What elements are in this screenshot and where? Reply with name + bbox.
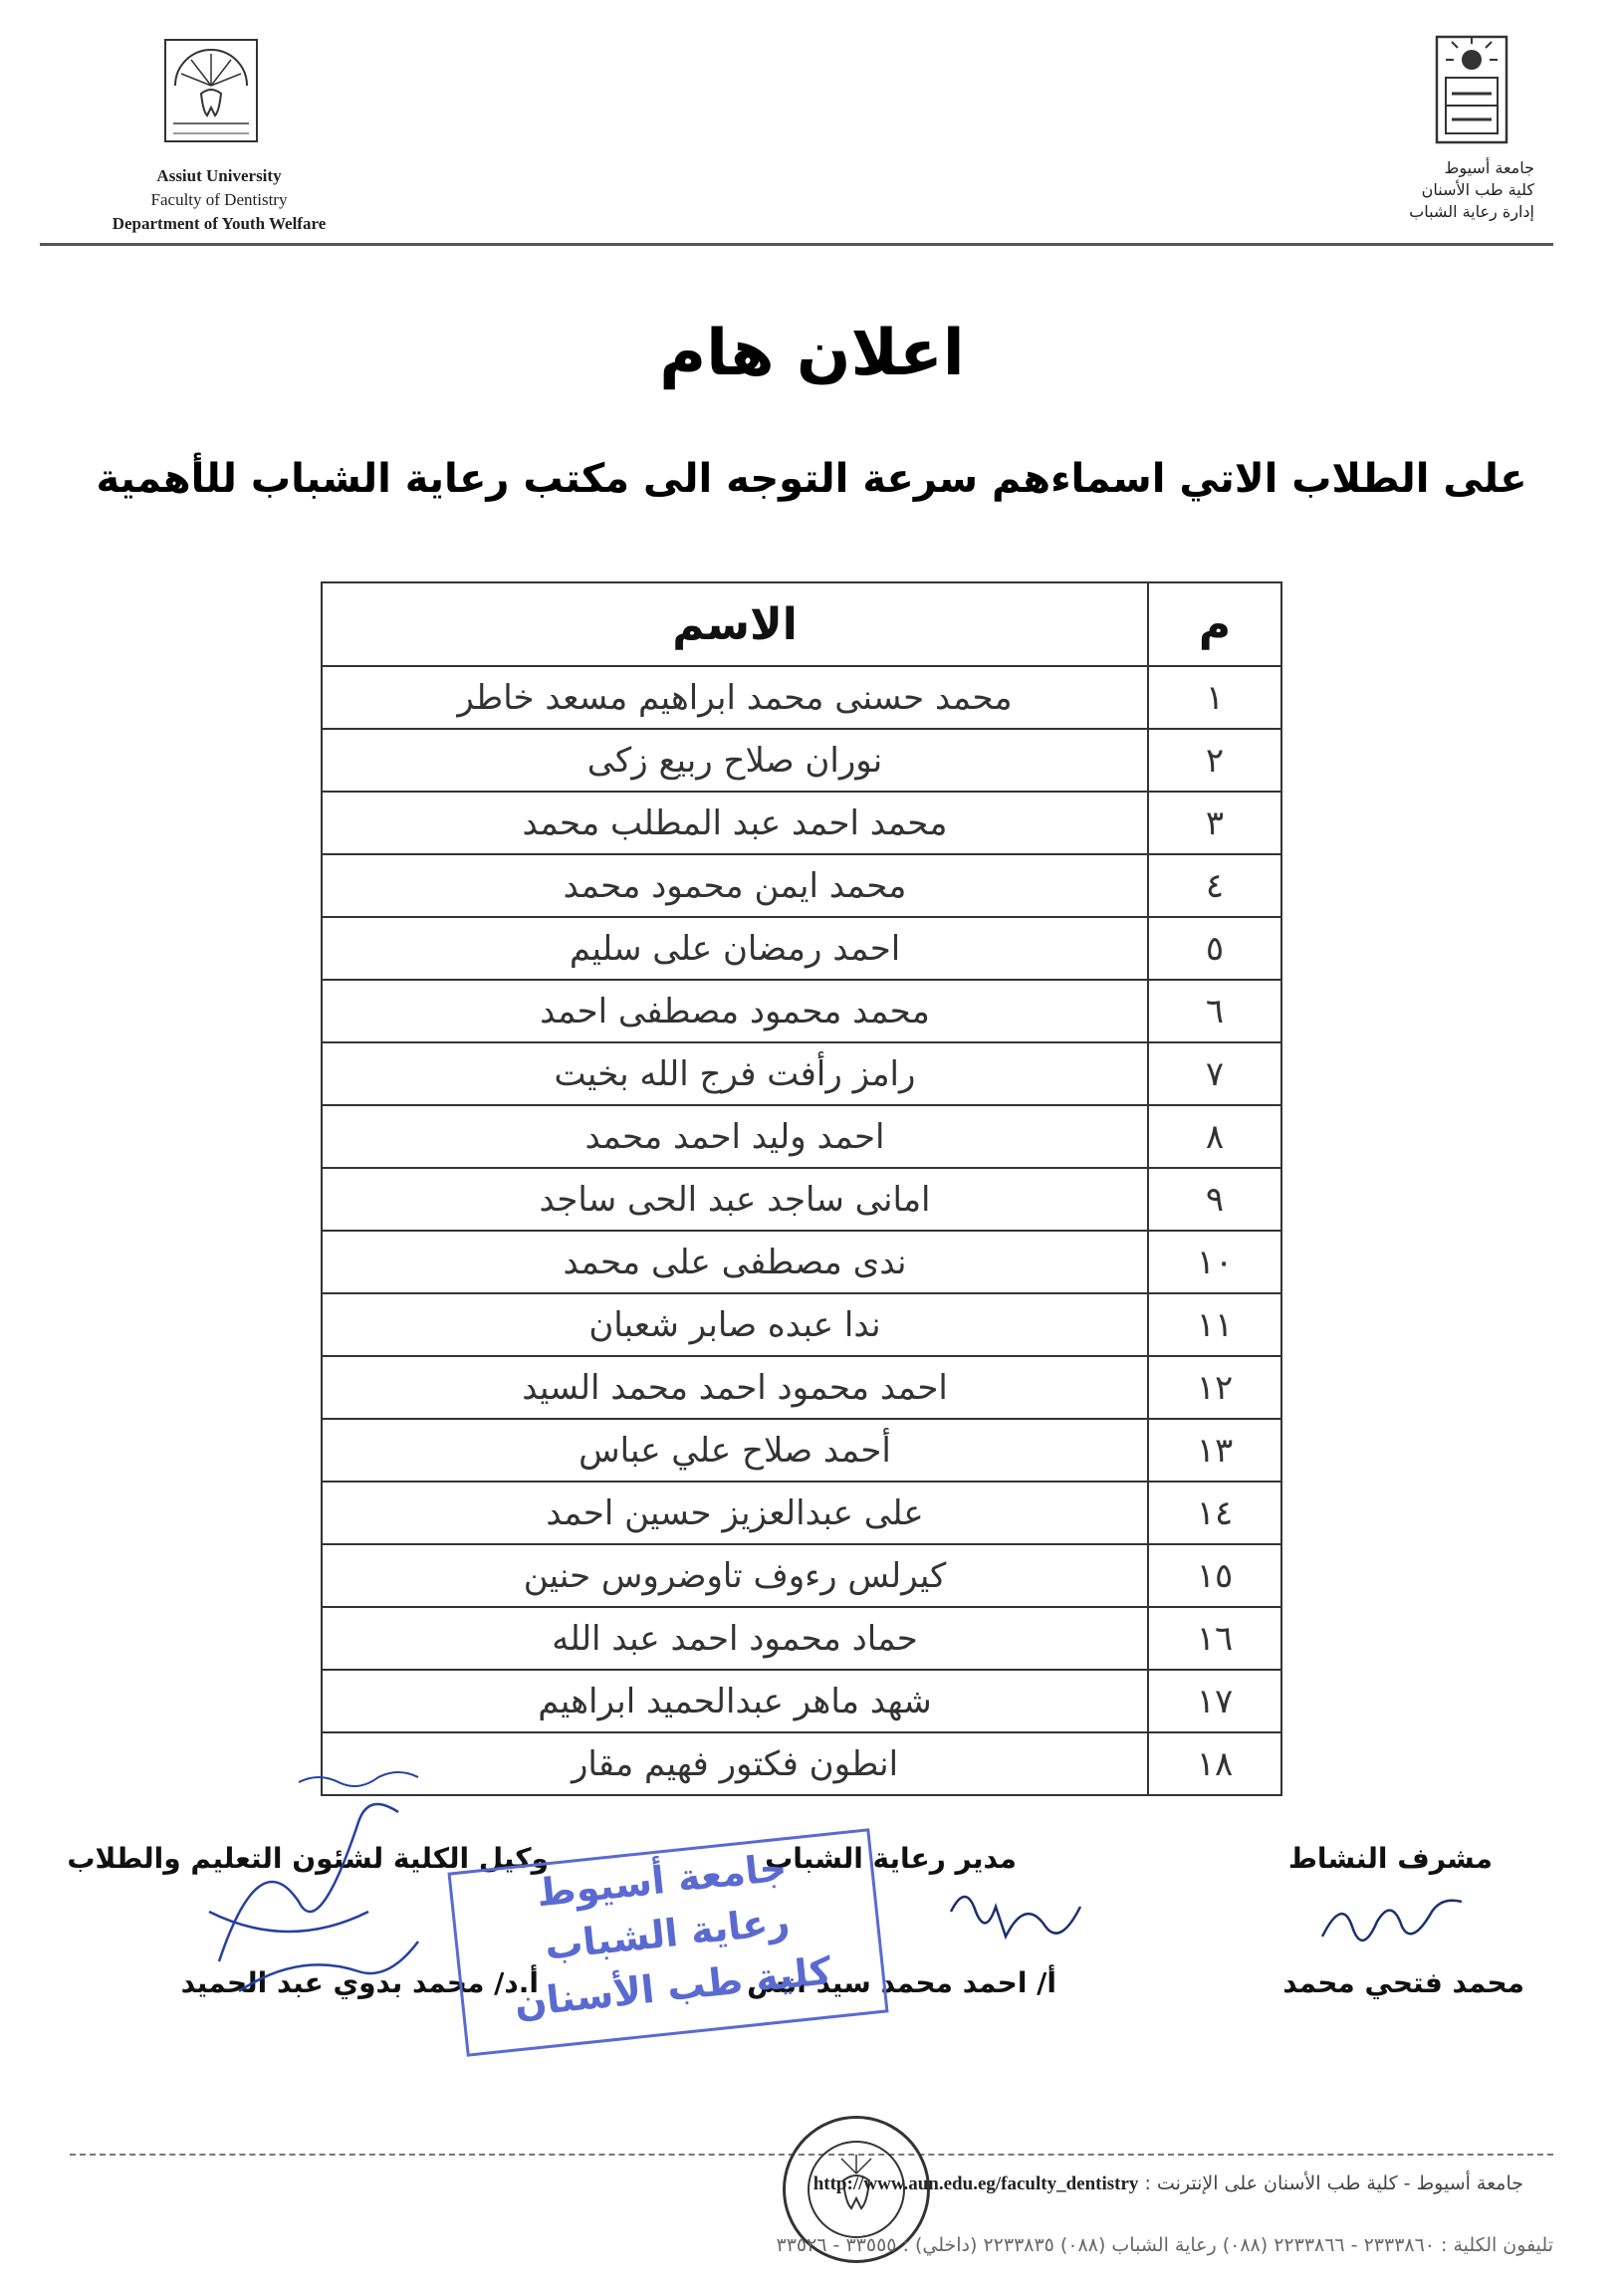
stamp-line-3: كلية طب الأسنان (512, 1948, 833, 2026)
vice-dean-name: أ.د/ محمد بدوي عبد الحميد (180, 1966, 539, 1999)
student-name: محمد احمد عبد المطلب محمد (322, 792, 1148, 854)
student-name: ندى مصطفى على محمد (322, 1231, 1148, 1293)
row-number: ٧ (1148, 1042, 1281, 1105)
table-row (322, 854, 1281, 917)
student-name: رامز رأفت فرج الله بخيت (322, 1042, 1148, 1105)
table-row (322, 1042, 1281, 1105)
row-number: ١٥ (1148, 1544, 1281, 1607)
header-arabic (1335, 157, 1534, 223)
row-number: ٩ (1148, 1168, 1281, 1231)
university-name-ar: جامعة أسيوط (1444, 158, 1534, 177)
row-number: ١٠ (1148, 1231, 1281, 1293)
table-row (322, 1231, 1281, 1293)
director-name: أ/ احمد محمد سيد انس (747, 1966, 1056, 1999)
vice-dean-signature (179, 1762, 438, 2021)
table-row (322, 917, 1281, 980)
row-number: ٥ (1148, 917, 1281, 980)
stamp-line-1: جامعة أسيوط (534, 1845, 790, 1916)
student-name: محمد محمود مصطفى احمد (322, 980, 1148, 1042)
student-name: حماد محمود احمد عبد الله (322, 1607, 1148, 1670)
row-number: ١٢ (1148, 1356, 1281, 1419)
column-header-name: الاسم (322, 582, 1148, 666)
row-number: ١٧ (1148, 1670, 1281, 1732)
table-row (322, 1419, 1281, 1482)
stamp-line-2: رعاية الشباب (543, 1899, 792, 1968)
assiut-university-logo (1434, 34, 1509, 145)
student-name: امانى ساجد عبد الحى ساجد (322, 1168, 1148, 1231)
student-name: احمد وليد احمد محمد (322, 1105, 1148, 1168)
student-name: كيرلس رءوف تاوضروس حنين (322, 1544, 1148, 1607)
table-row (322, 792, 1281, 854)
student-name: على عبدالعزيز حسين احمد (322, 1482, 1148, 1544)
header-divider (40, 243, 1553, 246)
row-number: ٦ (1148, 980, 1281, 1042)
table-row (322, 1607, 1281, 1670)
column-header-number: م (1148, 582, 1281, 666)
table-row (322, 1482, 1281, 1544)
students-table (321, 581, 1282, 1796)
table-row (322, 666, 1281, 729)
director-signature (946, 1872, 1085, 1951)
student-name: أحمد صلاح علي عباس (322, 1419, 1148, 1482)
table-row (322, 1732, 1281, 1795)
dentistry-faculty-logo (161, 36, 261, 145)
row-number: ١٦ (1148, 1607, 1281, 1670)
footer-phone-line: تليفون الكلية : ٢٣٣٣٨٦٠ - ٢٢٣٣٨٦٦ (٠٨٨) رعاية الشباب (٠٨٨) ٢٢٣٣٨٣٥ (داخلي) : ٣٣٥٥٥ - ٣٣٥٢٦ (776, 2234, 1553, 2256)
header-english (60, 164, 378, 236)
announcement-title: اعلان هام (659, 317, 965, 390)
faculty-name-en: Faculty of Dentistry (150, 190, 288, 209)
row-number: ١٨ (1148, 1732, 1281, 1795)
table-row (322, 1544, 1281, 1607)
table-row (322, 729, 1281, 792)
student-name: انطون فكتور فهيم مقار (322, 1732, 1148, 1795)
row-number: ١٤ (1148, 1482, 1281, 1544)
student-name: احمد رمضان على سليم (322, 917, 1148, 980)
table-row (322, 1293, 1281, 1356)
student-name: نوران صلاح ربيع زكى (322, 729, 1148, 792)
supervisor-signature (1312, 1887, 1472, 1956)
student-name: ندا عبده صابر شعبان (322, 1293, 1148, 1356)
vice-dean-title: وكيل الكلية لشئون التعليم والطلاب (67, 1842, 549, 1875)
table-row (322, 1356, 1281, 1419)
student-name: محمد حسنى محمد ابراهيم مسعد خاطر (322, 666, 1148, 729)
row-number: ٨ (1148, 1105, 1281, 1168)
table-row (322, 1168, 1281, 1231)
table-header-row (322, 582, 1281, 666)
row-number: ١ (1148, 666, 1281, 729)
department-name-en: Department of Youth Welfare (112, 214, 327, 233)
row-number: ٤ (1148, 854, 1281, 917)
footer-address-line (149, 2173, 1523, 2195)
row-number: ٣ (1148, 792, 1281, 854)
department-name-ar: إدارة رعاية الشباب (1409, 202, 1534, 221)
row-number: ١٣ (1148, 1419, 1281, 1482)
supervisor-name: محمد فتحي محمد (1282, 1966, 1524, 1999)
table-row (322, 1105, 1281, 1168)
university-name-en: Assiut University (156, 166, 282, 185)
row-number: ١١ (1148, 1293, 1281, 1356)
table-row (322, 1670, 1281, 1732)
supervisor-title: مشرف النشاط (1287, 1842, 1493, 1875)
footer-faculty-text: جامعة أسيوط - كلية طب الأسنان على الإنترنت : (1144, 2173, 1523, 2194)
student-name: شهد ماهر عبدالحميد ابراهيم (322, 1670, 1148, 1732)
announcement-subtitle: على الطلاب الاتي اسماءهم سرعة التوجه الى مكتب رعاية الشباب للأهمية (96, 456, 1527, 502)
student-name: احمد محمود احمد محمد السيد (322, 1356, 1148, 1419)
row-number: ٢ (1148, 729, 1281, 792)
student-name: محمد ايمن محمود محمد (322, 854, 1148, 917)
table-row (322, 980, 1281, 1042)
footer-url[interactable]: http://www.aun.edu.eg/faculty_dentistry (812, 2173, 1139, 2194)
faculty-name-ar: كلية طب الأسنان (1421, 180, 1534, 199)
director-title: مدير رعاية الشباب (765, 1842, 1017, 1875)
